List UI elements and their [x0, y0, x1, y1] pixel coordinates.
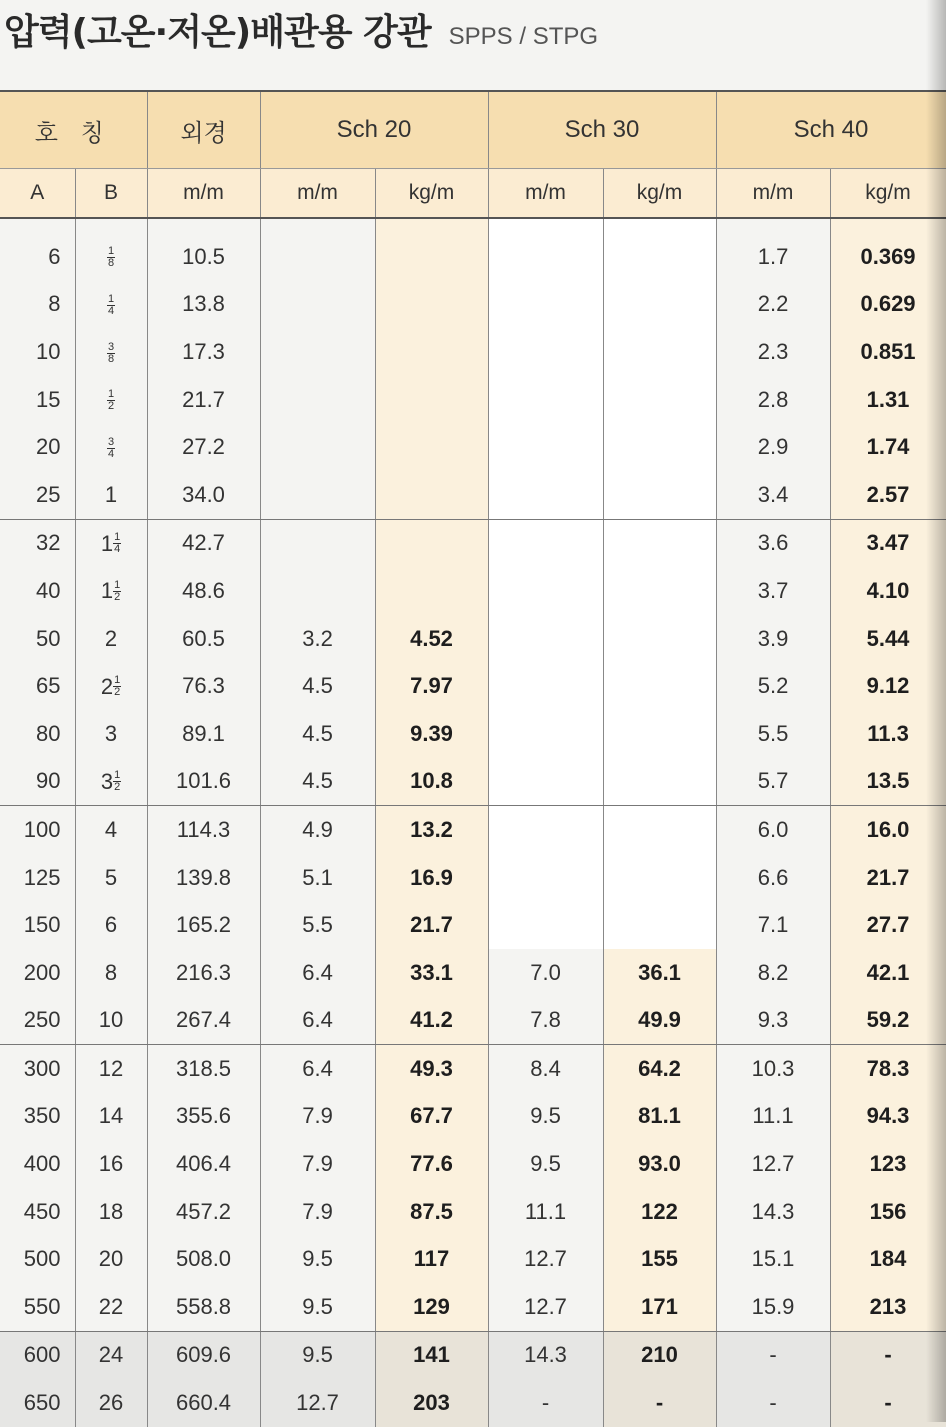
cell-outer-diameter: 609.6	[147, 1331, 260, 1379]
cell-b: 1	[75, 471, 147, 519]
table-row	[0, 1331, 946, 1379]
cell-sch40-weight: 9.12	[830, 662, 946, 710]
cell-b: 8	[75, 949, 147, 997]
cell-sch40-weight: 1.31	[830, 376, 946, 424]
cell-b: 5	[75, 854, 147, 902]
table-row	[0, 949, 946, 997]
cell-sch30-weight	[603, 758, 716, 806]
cell-b: 26	[75, 1379, 147, 1427]
cell-sch30-thickness	[488, 519, 603, 567]
cell-sch40-weight: 0.369	[830, 218, 946, 281]
cell-b: $\frac{3}{8}$	[75, 328, 147, 376]
cell-outer-diameter: 114.3	[147, 806, 260, 854]
cell-sch30-weight	[603, 615, 716, 663]
header-od-unit: m/m	[147, 169, 260, 219]
header-sch30-weight: kg/m	[603, 169, 716, 219]
cell-b: $\frac{1}{4}$	[75, 281, 147, 329]
cell-sch20-thickness	[260, 218, 375, 281]
cell-sch40-thickness: 3.7	[716, 567, 830, 615]
cell-sch20-weight: 129	[375, 1283, 488, 1331]
cell-a: 100	[0, 806, 75, 854]
cell-a: 20	[0, 423, 75, 471]
cell-sch40-weight: 213	[830, 1283, 946, 1331]
cell-sch20-thickness: 6.4	[260, 1045, 375, 1093]
cell-sch20-weight: 7.97	[375, 662, 488, 710]
cell-sch30-thickness: 8.4	[488, 1045, 603, 1093]
header-sch40-weight: kg/m	[830, 169, 946, 219]
header-sch40-thickness: m/m	[716, 169, 830, 219]
cell-sch30-thickness: 12.7	[488, 1283, 603, 1331]
cell-a: 500	[0, 1235, 75, 1283]
table-row	[0, 519, 946, 567]
table-row	[0, 1235, 946, 1283]
table-row	[0, 281, 946, 329]
cell-sch40-thickness: -	[716, 1331, 830, 1379]
cell-a: 15	[0, 376, 75, 424]
cell-outer-diameter: 139.8	[147, 854, 260, 902]
cell-sch40-thickness: 12.7	[716, 1140, 830, 1188]
cell-sch40-thickness: 11.1	[716, 1093, 830, 1141]
cell-sch30-weight	[603, 376, 716, 424]
cell-sch30-thickness	[488, 806, 603, 854]
header-a: A	[0, 169, 75, 219]
cell-sch20-weight	[375, 328, 488, 376]
header-sch20-thickness: m/m	[260, 169, 375, 219]
cell-a: 10	[0, 328, 75, 376]
cell-a: 80	[0, 710, 75, 758]
cell-sch20-thickness: 6.4	[260, 997, 375, 1045]
cell-sch30-thickness: 11.1	[488, 1188, 603, 1236]
cell-a: 125	[0, 854, 75, 902]
cell-sch30-weight	[603, 281, 716, 329]
cell-a: 90	[0, 758, 75, 806]
cell-sch20-weight: 10.8	[375, 758, 488, 806]
cell-sch20-thickness	[260, 423, 375, 471]
cell-sch20-weight: 77.6	[375, 1140, 488, 1188]
cell-sch30-thickness	[488, 662, 603, 710]
cell-sch20-weight: 203	[375, 1379, 488, 1427]
cell-sch40-thickness: 1.7	[716, 218, 830, 281]
cell-outer-diameter: 216.3	[147, 949, 260, 997]
table-row	[0, 806, 946, 854]
table-row	[0, 328, 946, 376]
cell-outer-diameter: 60.5	[147, 615, 260, 663]
cell-sch40-thickness: 15.9	[716, 1283, 830, 1331]
cell-sch30-thickness	[488, 376, 603, 424]
cell-sch20-weight: 33.1	[375, 949, 488, 997]
cell-sch30-thickness: 7.0	[488, 949, 603, 997]
cell-sch40-weight: 4.10	[830, 567, 946, 615]
cell-sch40-weight: 16.0	[830, 806, 946, 854]
table-row	[0, 615, 946, 663]
cell-sch30-weight: 49.9	[603, 997, 716, 1045]
cell-b: 2 $\frac{1}{2}$	[75, 662, 147, 710]
cell-sch40-thickness: 3.4	[716, 471, 830, 519]
cell-outer-diameter: 34.0	[147, 471, 260, 519]
cell-outer-diameter: 17.3	[147, 328, 260, 376]
cell-a: 50	[0, 615, 75, 663]
cell-sch40-thickness: 10.3	[716, 1045, 830, 1093]
cell-sch30-weight	[603, 328, 716, 376]
cell-sch30-thickness: 9.5	[488, 1093, 603, 1141]
cell-outer-diameter: 10.5	[147, 218, 260, 281]
cell-sch20-thickness: 9.5	[260, 1283, 375, 1331]
table-row	[0, 662, 946, 710]
table-row	[0, 758, 946, 806]
cell-sch20-thickness	[260, 376, 375, 424]
cell-sch40-thickness: 5.7	[716, 758, 830, 806]
cell-b: 14	[75, 1093, 147, 1141]
cell-outer-diameter: 89.1	[147, 710, 260, 758]
table-row	[0, 1283, 946, 1331]
cell-a: 200	[0, 949, 75, 997]
cell-sch40-weight: 0.629	[830, 281, 946, 329]
cell-sch20-weight: 41.2	[375, 997, 488, 1045]
cell-sch30-thickness	[488, 901, 603, 949]
cell-sch20-thickness: 9.5	[260, 1235, 375, 1283]
cell-b: 24	[75, 1331, 147, 1379]
cell-a: 550	[0, 1283, 75, 1331]
cell-b: $\frac{1}{8}$	[75, 218, 147, 281]
cell-sch30-thickness	[488, 615, 603, 663]
cell-sch40-weight: 3.47	[830, 519, 946, 567]
cell-sch30-weight: 93.0	[603, 1140, 716, 1188]
cell-outer-diameter: 76.3	[147, 662, 260, 710]
cell-a: 65	[0, 662, 75, 710]
cell-sch40-weight: 21.7	[830, 854, 946, 902]
cell-sch30-weight	[603, 806, 716, 854]
cell-sch20-weight	[375, 218, 488, 281]
cell-sch30-thickness: 7.8	[488, 997, 603, 1045]
cell-sch40-weight: -	[830, 1331, 946, 1379]
cell-b: 3 $\frac{1}{2}$	[75, 758, 147, 806]
page-title: 압력(고온·저온)배관용 강관	[4, 12, 431, 53]
cell-sch20-thickness	[260, 281, 375, 329]
cell-sch30-weight	[603, 662, 716, 710]
cell-sch40-thickness: 6.6	[716, 854, 830, 902]
cell-b: 1 $\frac{1}{2}$	[75, 567, 147, 615]
table-row	[0, 1140, 946, 1188]
cell-sch20-weight	[375, 423, 488, 471]
cell-sch30-thickness	[488, 758, 603, 806]
cell-sch40-weight: 11.3	[830, 710, 946, 758]
cell-sch20-thickness	[260, 567, 375, 615]
cell-sch40-thickness: 5.2	[716, 662, 830, 710]
cell-sch30-weight	[603, 901, 716, 949]
table-row	[0, 1188, 946, 1236]
cell-sch40-thickness: 5.5	[716, 710, 830, 758]
cell-sch30-weight: 171	[603, 1283, 716, 1331]
cell-sch20-thickness: 7.9	[260, 1140, 375, 1188]
cell-sch30-weight: 155	[603, 1235, 716, 1283]
cell-sch20-thickness: 3.2	[260, 615, 375, 663]
cell-sch20-thickness: 5.1	[260, 854, 375, 902]
cell-sch20-weight: 141	[375, 1331, 488, 1379]
cell-sch30-thickness	[488, 471, 603, 519]
cell-sch40-weight: 94.3	[830, 1093, 946, 1141]
cell-b: 4	[75, 806, 147, 854]
cell-sch20-thickness: 5.5	[260, 901, 375, 949]
cell-sch20-weight: 4.52	[375, 615, 488, 663]
cell-sch20-weight: 21.7	[375, 901, 488, 949]
cell-sch30-thickness	[488, 423, 603, 471]
cell-sch20-weight: 13.2	[375, 806, 488, 854]
table-row	[0, 1379, 946, 1427]
table-row	[0, 1045, 946, 1093]
cell-b: 16	[75, 1140, 147, 1188]
cell-sch20-thickness: 9.5	[260, 1331, 375, 1379]
cell-a: 250	[0, 997, 75, 1045]
cell-sch30-thickness	[488, 854, 603, 902]
cell-b: $\frac{3}{4}$	[75, 423, 147, 471]
cell-sch20-weight: 67.7	[375, 1093, 488, 1141]
header-sch40: Sch 40	[716, 91, 946, 169]
cell-sch40-thickness: 14.3	[716, 1188, 830, 1236]
table-row	[0, 423, 946, 471]
cell-sch40-weight: 1.74	[830, 423, 946, 471]
cell-sch40-thickness: 3.6	[716, 519, 830, 567]
cell-b: 3	[75, 710, 147, 758]
cell-sch20-weight: 9.39	[375, 710, 488, 758]
cell-outer-diameter: 267.4	[147, 997, 260, 1045]
cell-sch30-weight: 122	[603, 1188, 716, 1236]
cell-outer-diameter: 508.0	[147, 1235, 260, 1283]
header-sch20-weight: kg/m	[375, 169, 488, 219]
cell-sch40-weight: 78.3	[830, 1045, 946, 1093]
cell-sch20-thickness: 4.5	[260, 662, 375, 710]
cell-sch20-weight	[375, 567, 488, 615]
cell-sch40-weight: 5.44	[830, 615, 946, 663]
cell-b: $\frac{1}{2}$	[75, 376, 147, 424]
header-b: B	[75, 169, 147, 219]
pipe-spec-table	[0, 90, 946, 1427]
cell-sch30-weight: 210	[603, 1331, 716, 1379]
cell-a: 6	[0, 218, 75, 281]
cell-outer-diameter: 318.5	[147, 1045, 260, 1093]
cell-b: 12	[75, 1045, 147, 1093]
cell-sch30-thickness	[488, 567, 603, 615]
cell-a: 400	[0, 1140, 75, 1188]
header-nominal: 호 칭	[0, 91, 147, 169]
cell-b: 2	[75, 615, 147, 663]
cell-sch40-thickness: 7.1	[716, 901, 830, 949]
cell-b: 10	[75, 997, 147, 1045]
cell-sch20-thickness: 4.9	[260, 806, 375, 854]
cell-outer-diameter: 101.6	[147, 758, 260, 806]
cell-sch40-weight: 59.2	[830, 997, 946, 1045]
cell-sch30-thickness: 9.5	[488, 1140, 603, 1188]
cell-sch40-weight: 13.5	[830, 758, 946, 806]
table-body	[0, 218, 946, 1427]
cell-sch30-thickness: -	[488, 1379, 603, 1427]
page-subtitle: SPPS / STPG	[448, 23, 599, 50]
header-sch20: Sch 20	[260, 91, 488, 169]
header-row-2	[0, 169, 946, 219]
cell-outer-diameter: 558.8	[147, 1283, 260, 1331]
cell-outer-diameter: 660.4	[147, 1379, 260, 1427]
title-row	[4, 4, 598, 60]
cell-a: 450	[0, 1188, 75, 1236]
header-sch30-thickness: m/m	[488, 169, 603, 219]
table-row	[0, 567, 946, 615]
cell-sch30-weight	[603, 854, 716, 902]
cell-a: 350	[0, 1093, 75, 1141]
cell-sch40-weight: 2.57	[830, 471, 946, 519]
cell-sch40-thickness: 2.2	[716, 281, 830, 329]
cell-sch20-weight	[375, 471, 488, 519]
table-row	[0, 710, 946, 758]
cell-sch20-thickness	[260, 471, 375, 519]
cell-sch30-thickness	[488, 218, 603, 281]
table-row	[0, 901, 946, 949]
table-row	[0, 376, 946, 424]
cell-outer-diameter: 406.4	[147, 1140, 260, 1188]
header-row-1	[0, 91, 946, 169]
cell-outer-diameter: 48.6	[147, 567, 260, 615]
cell-sch20-weight: 87.5	[375, 1188, 488, 1236]
cell-a: 8	[0, 281, 75, 329]
cell-sch20-thickness: 4.5	[260, 710, 375, 758]
cell-sch30-weight	[603, 519, 716, 567]
cell-sch40-weight: 156	[830, 1188, 946, 1236]
cell-sch30-thickness	[488, 281, 603, 329]
cell-a: 600	[0, 1331, 75, 1379]
cell-b: 22	[75, 1283, 147, 1331]
header-sch30: Sch 30	[488, 91, 716, 169]
cell-sch20-thickness: 4.5	[260, 758, 375, 806]
cell-sch40-weight: 27.7	[830, 901, 946, 949]
cell-sch30-weight	[603, 710, 716, 758]
cell-a: 300	[0, 1045, 75, 1093]
cell-a: 650	[0, 1379, 75, 1427]
cell-sch40-thickness: 8.2	[716, 949, 830, 997]
table-row	[0, 1093, 946, 1141]
cell-a: 25	[0, 471, 75, 519]
cell-b: 18	[75, 1188, 147, 1236]
cell-sch20-weight	[375, 281, 488, 329]
cell-sch40-thickness: -	[716, 1379, 830, 1427]
cell-sch40-thickness: 2.9	[716, 423, 830, 471]
cell-sch40-thickness: 6.0	[716, 806, 830, 854]
table-row	[0, 997, 946, 1045]
cell-sch30-weight: -	[603, 1379, 716, 1427]
cell-sch20-weight: 16.9	[375, 854, 488, 902]
cell-sch30-weight	[603, 471, 716, 519]
cell-sch30-weight: 81.1	[603, 1093, 716, 1141]
cell-sch20-weight	[375, 376, 488, 424]
cell-sch30-thickness: 14.3	[488, 1331, 603, 1379]
cell-sch20-thickness: 7.9	[260, 1093, 375, 1141]
cell-a: 32	[0, 519, 75, 567]
cell-b: 1 $\frac{1}{4}$	[75, 519, 147, 567]
cell-sch40-thickness: 2.8	[716, 376, 830, 424]
cell-sch20-weight: 117	[375, 1235, 488, 1283]
cell-outer-diameter: 355.6	[147, 1093, 260, 1141]
cell-sch30-weight: 36.1	[603, 949, 716, 997]
cell-sch40-thickness: 9.3	[716, 997, 830, 1045]
cell-outer-diameter: 42.7	[147, 519, 260, 567]
cell-a: 150	[0, 901, 75, 949]
cell-sch20-weight	[375, 519, 488, 567]
cell-sch30-thickness	[488, 710, 603, 758]
table-row	[0, 218, 946, 281]
cell-sch30-weight	[603, 218, 716, 281]
cell-sch40-weight: 0.851	[830, 328, 946, 376]
cell-outer-diameter: 165.2	[147, 901, 260, 949]
cell-sch40-weight: 184	[830, 1235, 946, 1283]
cell-a: 40	[0, 567, 75, 615]
cell-sch40-thickness: 2.3	[716, 328, 830, 376]
cell-sch20-weight: 49.3	[375, 1045, 488, 1093]
cell-outer-diameter: 21.7	[147, 376, 260, 424]
cell-sch30-weight: 64.2	[603, 1045, 716, 1093]
cell-outer-diameter: 27.2	[147, 423, 260, 471]
cell-sch20-thickness: 7.9	[260, 1188, 375, 1236]
cell-sch20-thickness	[260, 328, 375, 376]
cell-sch40-weight: -	[830, 1379, 946, 1427]
cell-sch20-thickness	[260, 519, 375, 567]
cell-sch30-thickness	[488, 328, 603, 376]
table-row	[0, 854, 946, 902]
cell-sch20-thickness: 6.4	[260, 949, 375, 997]
table-row	[0, 471, 946, 519]
cell-sch40-thickness: 3.9	[716, 615, 830, 663]
cell-b: 6	[75, 901, 147, 949]
cell-sch40-thickness: 15.1	[716, 1235, 830, 1283]
cell-outer-diameter: 457.2	[147, 1188, 260, 1236]
cell-sch30-weight	[603, 567, 716, 615]
cell-sch40-weight: 42.1	[830, 949, 946, 997]
header-outer-diameter: 외경	[147, 91, 260, 169]
cell-sch40-weight: 123	[830, 1140, 946, 1188]
cell-sch20-thickness: 12.7	[260, 1379, 375, 1427]
cell-outer-diameter: 13.8	[147, 281, 260, 329]
cell-sch30-thickness: 12.7	[488, 1235, 603, 1283]
cell-b: 20	[75, 1235, 147, 1283]
cell-sch30-weight	[603, 423, 716, 471]
